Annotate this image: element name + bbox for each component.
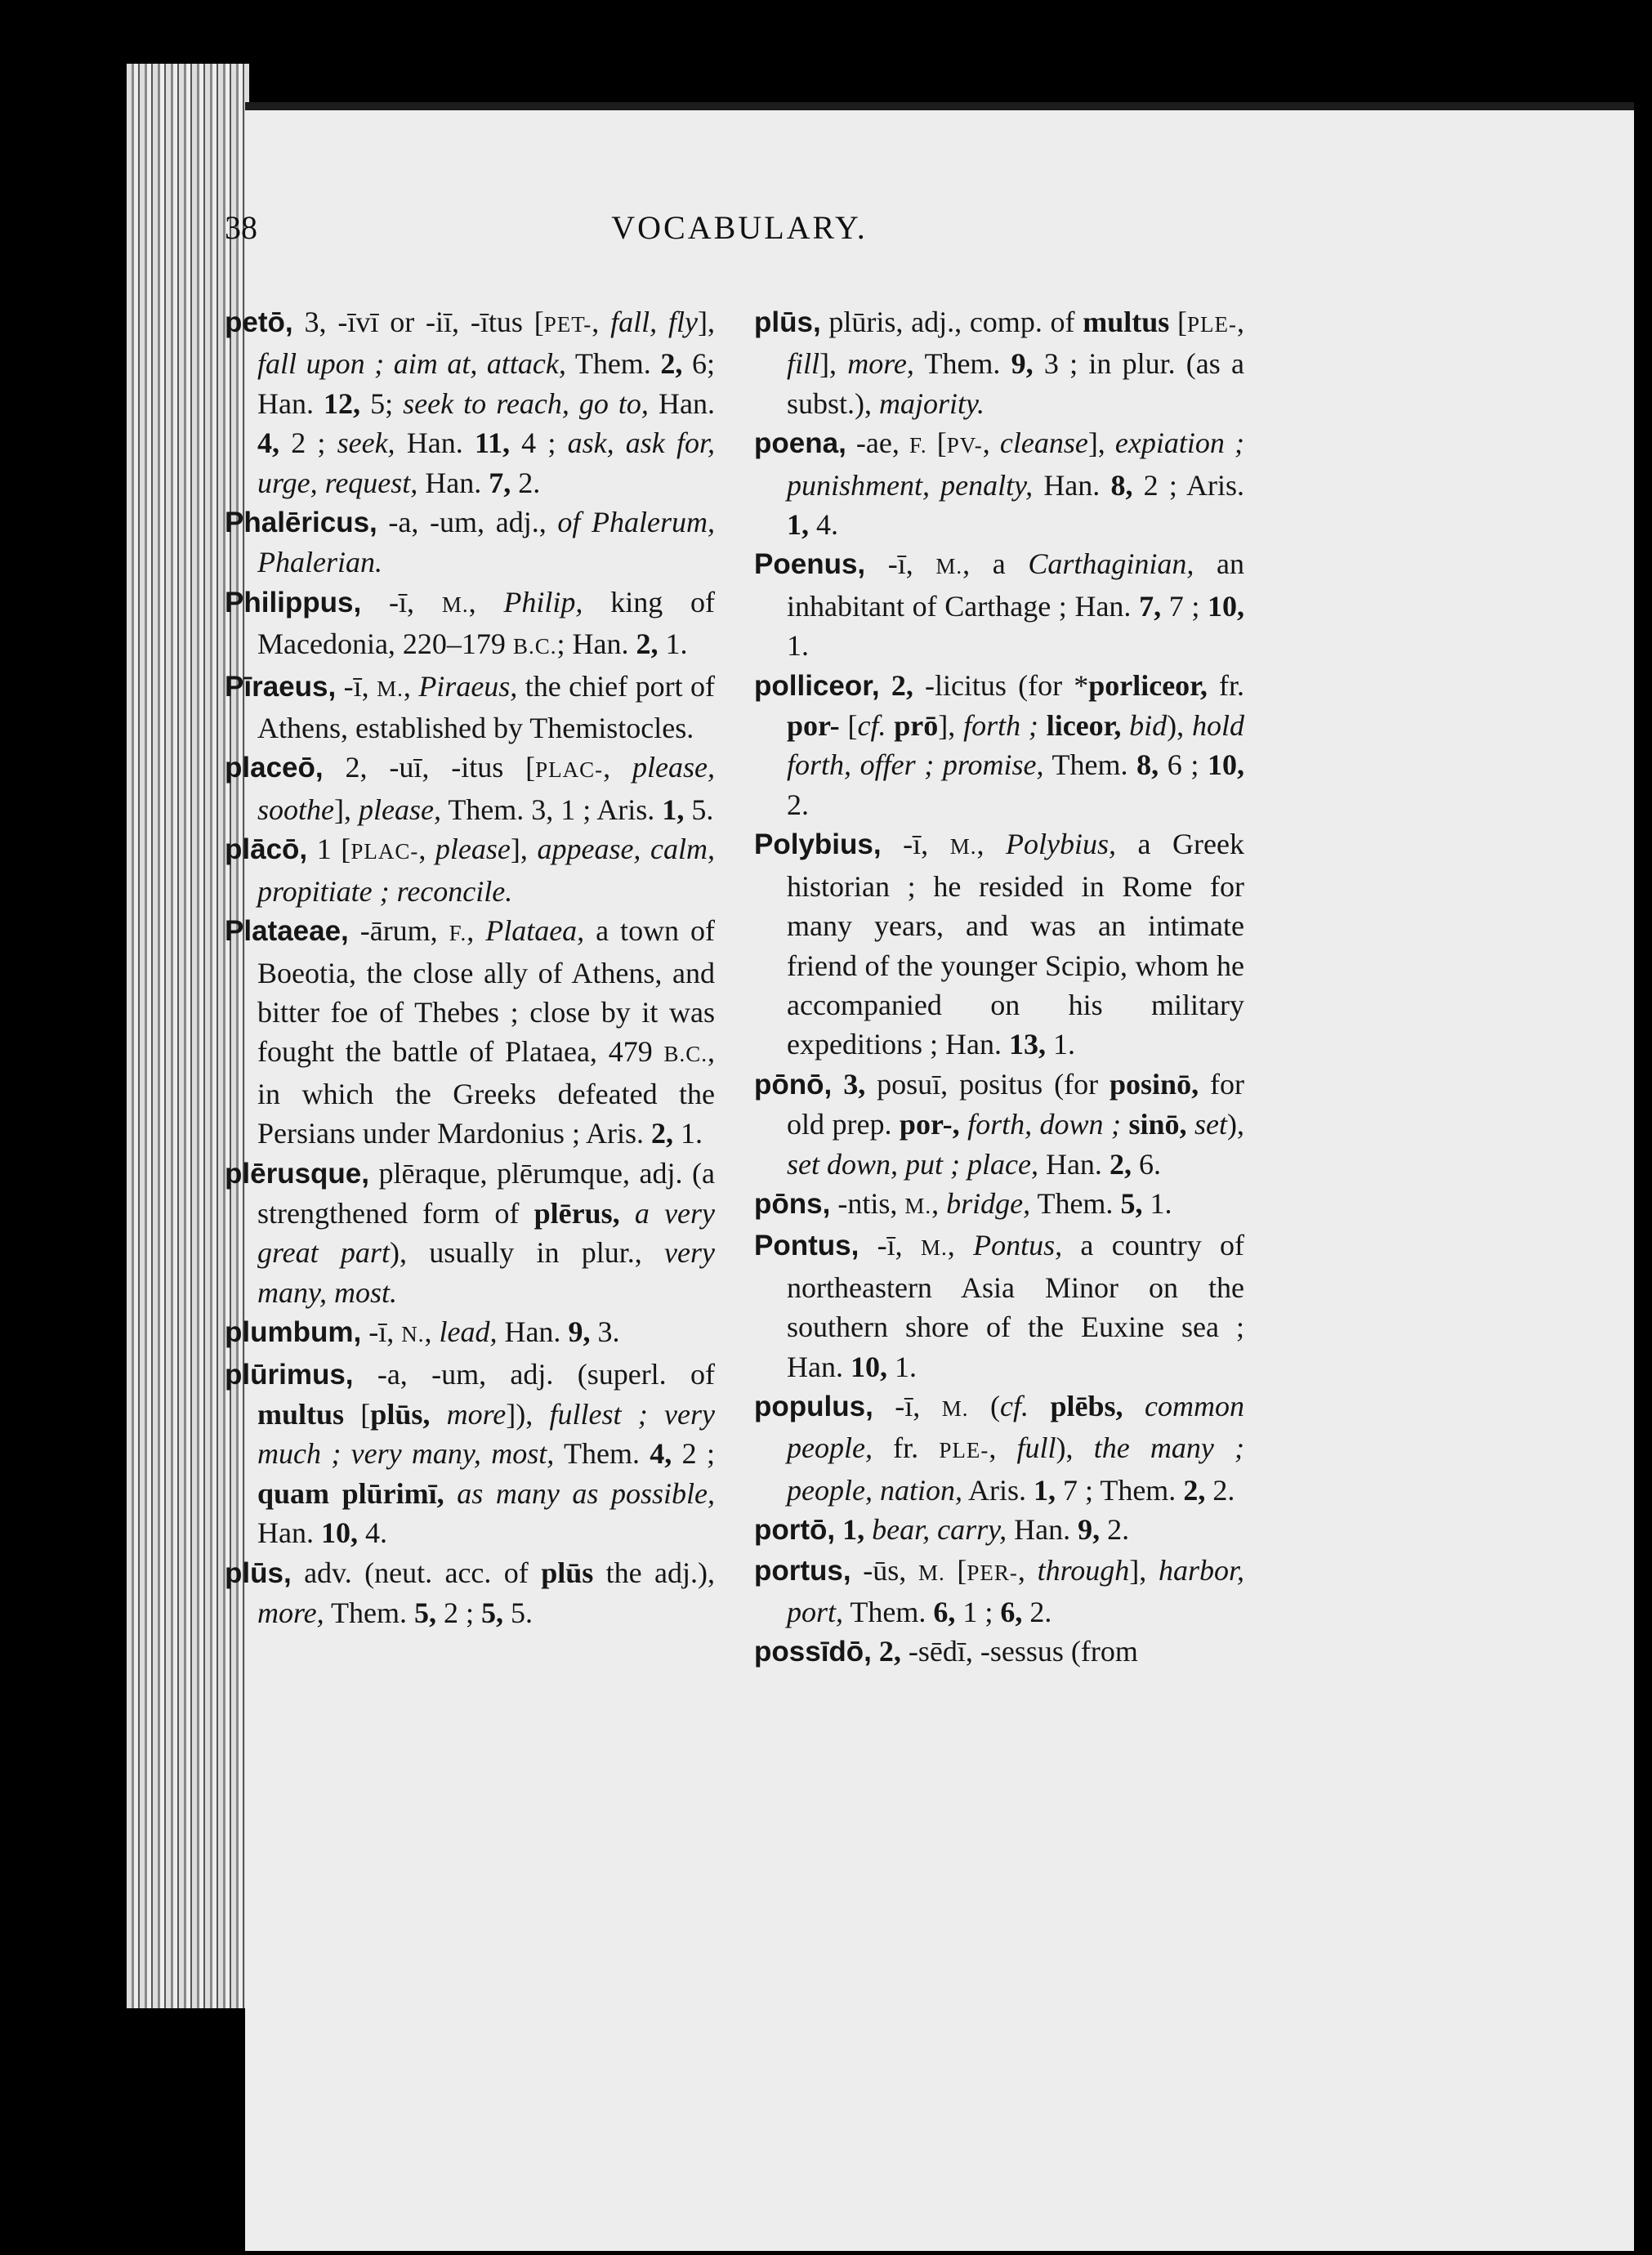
entry-text: 3 ; in plur. (as a subst.), xyxy=(787,347,1244,420)
entry-text: 3, xyxy=(843,1067,866,1101)
entry-text: 4. xyxy=(357,1516,387,1550)
entry-text: appease, calm, propitiate ; reconcile. xyxy=(257,833,715,908)
entry-text xyxy=(620,1197,635,1230)
entry-text: 2. xyxy=(511,466,541,499)
entry-text: posinō, xyxy=(1110,1067,1199,1101)
entry-text: ], xyxy=(334,793,359,826)
right-column xyxy=(754,302,1244,1672)
entry-text: 4, xyxy=(650,1437,672,1471)
entry-text: of Phalerum, Phalerian. xyxy=(257,506,716,579)
dictionary-entry xyxy=(754,1510,1244,1550)
entry-text: , xyxy=(1017,1553,1038,1587)
dictionary-entry xyxy=(225,911,715,1153)
entry-text: ( xyxy=(968,1389,1001,1422)
dictionary-entry xyxy=(754,1632,1244,1672)
entry-text: seek, xyxy=(337,426,395,460)
entry-text: M. xyxy=(949,834,977,860)
dictionary-entry xyxy=(754,666,1244,825)
entry-text: 1 [ xyxy=(307,833,351,866)
entry-text: 1. xyxy=(787,629,809,663)
dictionary-entry xyxy=(225,1355,715,1553)
entry-text xyxy=(1029,1390,1050,1422)
entry-text: 5; xyxy=(360,386,404,420)
entry-text: full xyxy=(1016,1431,1056,1465)
entry-text: the adj.), xyxy=(593,1556,715,1589)
entry-text: 2, xyxy=(650,1117,673,1150)
dictionary-entry xyxy=(754,1065,1244,1184)
entry-text: [ xyxy=(839,709,858,743)
entry-text: 5. xyxy=(684,793,714,826)
entry-headword: Poenus, xyxy=(754,548,866,581)
entry-text: plēbs, xyxy=(1050,1389,1123,1422)
entry-text: 1. xyxy=(658,627,688,661)
entry-text: 9, xyxy=(568,1315,591,1349)
entry-text: Them. xyxy=(554,1437,650,1471)
dictionary-entry xyxy=(225,1154,715,1313)
entry-text: Them. xyxy=(324,1596,414,1629)
entry-text xyxy=(832,1068,843,1101)
entry-text: Han. xyxy=(648,386,715,420)
entry-text: , xyxy=(947,1229,974,1262)
entry-headword: placeō, xyxy=(225,752,324,784)
entry-text: Han. xyxy=(497,1315,569,1349)
entry-text: 2, xyxy=(1109,1147,1132,1181)
entry-text: ], xyxy=(819,347,848,381)
entry-text: 4. xyxy=(809,508,838,542)
entry-text: 1, xyxy=(842,1513,865,1547)
entry-text: 7, xyxy=(489,466,511,499)
entry-text: -ūs, xyxy=(851,1553,918,1587)
entry-text xyxy=(835,1513,842,1546)
entry-text: forth, down ; xyxy=(967,1108,1122,1141)
entry-text: hold forth, offer ; promise, xyxy=(787,709,1244,782)
entry-text: M. xyxy=(918,1560,945,1585)
entry-text: common people, xyxy=(787,1389,1244,1465)
entry-headword: pōns, xyxy=(754,1187,831,1220)
entry-text: Plataea, xyxy=(485,914,585,948)
entry-text: lead, xyxy=(439,1315,498,1349)
entry-text xyxy=(1123,1390,1145,1422)
entry-text: M. xyxy=(941,1395,969,1421)
entry-headword: portus, xyxy=(754,1554,851,1587)
left-column xyxy=(225,302,715,1632)
entry-text: fullest ; very much ; very many, most, xyxy=(257,1397,715,1471)
entry-text: , a xyxy=(962,547,1029,581)
entry-headword: possīdō, xyxy=(754,1636,872,1668)
entry-headword: plērusque, xyxy=(225,1157,369,1190)
entry-text xyxy=(864,1513,872,1546)
entry-text: fill xyxy=(787,347,820,381)
entry-text: por- xyxy=(787,709,840,743)
entry-text: -sēdī, -sessus (from xyxy=(900,1635,1138,1668)
entry-text: M. xyxy=(920,1235,948,1261)
entry-text: forth ; xyxy=(963,709,1038,743)
entry-headword: Polybius, xyxy=(754,828,882,861)
entry-text: seek to reach, go to, xyxy=(403,386,649,420)
entry-text: bid xyxy=(1129,709,1168,743)
entry-text: cleanse xyxy=(999,426,1088,460)
entry-text: , xyxy=(418,833,435,866)
entry-headword: Phalēricus, xyxy=(225,507,377,539)
entry-text: 2 ; Aris. xyxy=(1132,468,1244,502)
entry-text: -ae, xyxy=(846,426,909,460)
entry-text: Carthaginian, xyxy=(1028,547,1194,581)
entry-text: 2, xyxy=(660,347,683,381)
entry-text: king of Macedonia, 220–179 xyxy=(257,585,715,661)
entry-text: multus xyxy=(1083,306,1170,338)
entry-text: Them. xyxy=(565,347,661,381)
entry-text: 6, xyxy=(1000,1596,1023,1628)
running-head: VOCABULARY. xyxy=(611,209,868,246)
entry-text: -ī, xyxy=(361,1315,402,1349)
entry-text: -ī, xyxy=(859,1229,921,1262)
entry-text: ), usually in plur., xyxy=(389,1236,665,1270)
entry-text: 2 ; xyxy=(435,1596,481,1629)
entry-text: M. xyxy=(441,592,469,617)
entry-text: 1, xyxy=(787,508,809,542)
entry-text: more, xyxy=(257,1596,324,1629)
entry-text: fall, fly xyxy=(610,306,699,338)
dictionary-entry xyxy=(225,829,715,911)
entry-text: [ xyxy=(926,426,947,460)
entry-text: -a, -um, adj., xyxy=(377,506,558,539)
entry-text: F. xyxy=(909,433,927,458)
entry-text: ], xyxy=(1087,426,1115,460)
entry-text: 2, xyxy=(878,1635,901,1668)
dictionary-entry xyxy=(754,1184,1244,1226)
entry-text: 6 ; xyxy=(1159,748,1208,782)
entry-text: , xyxy=(592,306,611,338)
dictionary-entry xyxy=(754,824,1244,1064)
entry-text: Han. xyxy=(1007,1513,1078,1547)
entry-text: bear, carry, xyxy=(872,1513,1007,1547)
entry-text: [ xyxy=(344,1397,371,1431)
entry-text: Polybius, xyxy=(1006,828,1116,861)
entry-text: as many as possible, xyxy=(457,1476,716,1510)
entry-text: more xyxy=(446,1397,507,1431)
entry-text: -ī, xyxy=(881,828,950,861)
entry-text: , xyxy=(1237,306,1244,338)
entry-headword: Plataeae, xyxy=(225,915,349,948)
entry-text: 6. xyxy=(1131,1147,1161,1181)
entry-text: M. xyxy=(935,554,963,579)
entry-text: quam plūrimī, xyxy=(257,1476,444,1510)
dictionary-entry xyxy=(754,1226,1244,1386)
entry-text: fr. xyxy=(1207,668,1244,702)
entry-text: 2. xyxy=(1100,1513,1130,1547)
entry-text: 2. xyxy=(1022,1596,1052,1628)
dictionary-entry xyxy=(225,1312,715,1354)
entry-text: Han. xyxy=(395,426,475,460)
entry-text: ]), xyxy=(506,1397,550,1431)
entry-text: multus xyxy=(257,1397,345,1431)
entry-text: 3. xyxy=(590,1315,620,1349)
entry-text: through xyxy=(1037,1553,1130,1587)
entry-text: 5, xyxy=(481,1596,503,1629)
entry-text: 2, xyxy=(891,668,913,702)
entry-text: 1, xyxy=(1033,1473,1056,1507)
entry-headword: plācō, xyxy=(225,833,308,866)
entry-text: very many, most. xyxy=(257,1236,715,1309)
entry-headword: Pīraeus, xyxy=(225,670,337,703)
entry-text: the many ; people, nation, xyxy=(787,1431,1245,1507)
entry-text: 6; Han. xyxy=(257,347,715,420)
entry-text: plūs, xyxy=(370,1397,431,1431)
entry-text xyxy=(886,709,894,742)
entry-text: 4, xyxy=(257,426,279,460)
entry-text xyxy=(430,1398,446,1431)
entry-text: 10, xyxy=(1208,748,1244,782)
entry-text: an inhabitant of Carthage ; Han. xyxy=(787,547,1244,623)
page-number: 38 xyxy=(225,209,257,246)
entry-headword: plūrimus, xyxy=(225,1358,354,1391)
entry-text: please, soothe xyxy=(257,751,716,826)
entry-text: PLAC- xyxy=(350,839,419,864)
entry-text xyxy=(444,1477,458,1510)
entry-text: Piraeus, xyxy=(418,669,518,703)
entry-text: , xyxy=(603,751,633,784)
entry-headword: plumbum, xyxy=(225,1316,362,1349)
entry-text: B.C. xyxy=(512,634,557,659)
entry-text: PET- xyxy=(543,312,592,337)
entry-headword: Philippus, xyxy=(225,586,362,618)
entry-text xyxy=(960,1108,967,1141)
entry-text: a very great part xyxy=(257,1196,716,1270)
entry-text: 8, xyxy=(1110,468,1133,502)
entry-text: ], xyxy=(938,709,964,743)
entry-text: a town of Boeotia, the close ally of Athens, and bitter foe of Thebes ; close by it was fought the battle of Plataea, 479 xyxy=(257,914,715,1069)
entry-text: , xyxy=(468,585,504,618)
entry-text: 2, xyxy=(636,627,659,661)
entry-text: 2. xyxy=(787,788,809,821)
entry-text: , in which the Greeks defeated the Persians under Mardonius ; Aris. xyxy=(257,1035,715,1150)
entry-text: 9, xyxy=(1078,1513,1101,1547)
dictionary-entry xyxy=(754,1551,1244,1632)
entry-text: adv. (neut. acc. of xyxy=(291,1556,542,1589)
entry-text xyxy=(1038,709,1047,742)
entry-text: harbor, port, xyxy=(787,1553,1244,1628)
entry-text xyxy=(880,669,891,702)
entry-text: M. xyxy=(904,1193,932,1218)
entry-text: , xyxy=(467,914,486,948)
entry-text: 6, xyxy=(933,1596,956,1628)
entry-headword: plūs, xyxy=(754,306,821,338)
entry-text: -ntis, xyxy=(830,1186,905,1220)
dictionary-entry xyxy=(225,583,715,667)
entry-text: 5, xyxy=(1120,1186,1143,1220)
entry-text: 1, xyxy=(662,793,685,826)
entry-text: plūs xyxy=(541,1556,594,1589)
entry-text: -ī, xyxy=(361,585,442,618)
entry-text: ; Han. xyxy=(556,627,636,661)
entry-text: Them. xyxy=(1043,748,1137,782)
entry-headword: plūs, xyxy=(225,1556,292,1589)
dictionary-entry xyxy=(225,302,715,502)
entry-text: , xyxy=(931,1186,947,1220)
entry-text: ], xyxy=(1129,1553,1159,1587)
entry-text: Han. xyxy=(417,466,489,499)
entry-text: 7, xyxy=(1139,589,1162,623)
entry-text: 10, xyxy=(320,1516,358,1550)
entry-text: more, xyxy=(847,347,914,381)
entry-text: 4 ; xyxy=(509,426,568,460)
entry-text: a Greek historian ; he resided in Rome for many years, and was an intimate friend of the younger Scipio, whom he accompanied on his military expeditions ; Han. xyxy=(787,828,1244,1061)
entry-text xyxy=(1121,709,1129,742)
dictionary-entry xyxy=(754,423,1244,544)
entry-headword: Pontus, xyxy=(754,1230,859,1262)
entry-text: Pontus, xyxy=(973,1229,1063,1262)
entry-text: 3, -īvī or -iī, -ītus [ xyxy=(292,306,544,338)
entry-text xyxy=(1187,1108,1194,1141)
entry-text: please xyxy=(435,833,511,866)
entry-text: , xyxy=(989,1431,1017,1465)
dictionary-entry xyxy=(754,1386,1244,1510)
entry-text: a country of northeastern Asia Minor on the southern shore of the Euxine sea ; Han. xyxy=(787,1229,1245,1383)
entry-text: 2 ; xyxy=(672,1437,715,1471)
entry-text: ], xyxy=(510,833,538,866)
entry-text: F. xyxy=(449,921,467,946)
entry-text: Aris. xyxy=(962,1473,1034,1507)
entry-text: Them. xyxy=(843,1596,934,1628)
entry-text: , xyxy=(403,669,419,703)
entry-text: 13, xyxy=(1008,1028,1046,1061)
entry-text: PV- xyxy=(946,433,983,458)
entry-text: set down, put ; place, xyxy=(787,1147,1038,1181)
entry-text: bridge, xyxy=(946,1186,1031,1220)
entry-text: -ī, xyxy=(865,547,936,581)
entry-headword: populus, xyxy=(754,1390,873,1422)
page-header xyxy=(225,208,1254,257)
entry-text: 8, xyxy=(1136,748,1159,782)
entry-text: , xyxy=(976,828,1006,861)
entry-text: , xyxy=(424,1315,440,1349)
entry-text: -ārum, xyxy=(348,914,449,948)
entry-text: 1 ; xyxy=(955,1596,1001,1628)
entry-text: for old prep. xyxy=(787,1067,1245,1141)
entry-text: -a, -um, adj. (superl. of xyxy=(353,1357,715,1391)
entry-text: prō xyxy=(894,709,939,743)
entry-text: Han. xyxy=(1033,468,1111,502)
entry-text: 2. xyxy=(1205,1473,1235,1507)
entry-text: ask, ask for, urge, request, xyxy=(257,426,715,499)
entry-text: 5, xyxy=(413,1596,436,1629)
entry-headword: pōnō, xyxy=(754,1068,833,1101)
entry-text: Them. 3, 1 ; Aris. xyxy=(440,793,663,826)
entry-text: M. xyxy=(377,676,404,701)
entry-text: fall upon ; aim at, attack, xyxy=(257,347,566,381)
entry-text: fr. xyxy=(872,1431,940,1465)
entry-text: 11, xyxy=(474,426,510,460)
dictionary-entry xyxy=(225,748,715,829)
entry-text: 1. xyxy=(1142,1186,1172,1220)
entry-text: posuī, positus (for xyxy=(865,1067,1110,1101)
entry-text: 5. xyxy=(503,1596,533,1629)
entry-text: PLAC- xyxy=(535,757,604,783)
entry-text: expiation ; punishment, penalty, xyxy=(787,426,1244,502)
entry-text: 1. xyxy=(672,1117,703,1150)
dictionary-entry xyxy=(754,302,1244,423)
entry-text: set xyxy=(1194,1108,1228,1141)
entry-text: Them. xyxy=(1030,1186,1121,1220)
entry-text: 2, -uī, -itus [ xyxy=(323,751,536,784)
entry-text: cf. xyxy=(1000,1389,1029,1422)
entry-text: ), xyxy=(1056,1431,1094,1465)
entry-text: ], xyxy=(698,306,716,338)
entry-text: [ xyxy=(944,1553,967,1587)
entry-text xyxy=(1121,1108,1128,1141)
entry-text: 10, xyxy=(850,1350,887,1383)
entry-text: majority. xyxy=(879,386,985,420)
entry-text: 9, xyxy=(1011,347,1034,381)
entry-text xyxy=(872,1635,879,1668)
entry-text: 1. xyxy=(886,1350,917,1383)
entry-text: ), xyxy=(1167,709,1192,743)
entry-text: PER- xyxy=(967,1560,1018,1585)
entry-text: PLE- xyxy=(1187,312,1237,337)
entry-text: ), xyxy=(1227,1108,1245,1141)
entry-text: Han. xyxy=(1038,1147,1110,1181)
entry-text: cf. xyxy=(857,709,886,743)
dictionary-entry xyxy=(754,544,1244,665)
dictionary-entry xyxy=(225,667,715,748)
entry-headword: poena, xyxy=(754,427,846,460)
entry-text: plērus, xyxy=(534,1196,620,1230)
entry-headword: portō, xyxy=(754,1514,836,1547)
entry-text: plūris, adj., comp. of xyxy=(820,306,1083,338)
entry-text: 12, xyxy=(324,386,361,420)
entry-text: Them. xyxy=(913,347,1011,381)
entry-text: 2 ; xyxy=(279,426,337,460)
entry-text: 7 ; xyxy=(1161,589,1208,623)
entry-text: -ī, xyxy=(336,669,377,703)
entry-text: 10, xyxy=(1207,589,1244,623)
entry-text: the chief port of Athens, established by Themistocles. xyxy=(257,669,716,745)
dictionary-entry xyxy=(225,502,715,583)
entry-text: N. xyxy=(401,1322,425,1347)
entry-text: please, xyxy=(359,793,441,826)
dictionary-entry xyxy=(225,1553,715,1633)
entry-text: 2, xyxy=(1183,1473,1206,1507)
entry-headword: polliceor, xyxy=(754,669,880,702)
entry-text: porliceor, xyxy=(1088,668,1208,702)
entry-text: 7 ; Them. xyxy=(1055,1473,1184,1507)
entry-headword: petō, xyxy=(225,306,293,338)
entry-text: 1. xyxy=(1045,1028,1075,1061)
entry-text: Philip, xyxy=(503,585,583,618)
entry-text: [ xyxy=(1169,306,1187,338)
entry-text: sinō, xyxy=(1128,1108,1187,1141)
entry-text: por-, xyxy=(899,1108,960,1141)
entry-text: , xyxy=(982,426,1000,460)
entry-text: -licitus (for * xyxy=(913,668,1089,702)
entry-text: -ī, xyxy=(873,1389,942,1422)
entry-text: plēraque, plērumque, adj. (a strengthened form of xyxy=(257,1156,715,1230)
entry-text: B.C. xyxy=(663,1042,708,1067)
entry-text: PLE- xyxy=(939,1438,989,1463)
entry-text: Han. xyxy=(257,1516,321,1550)
entry-text: liceor, xyxy=(1046,709,1122,743)
